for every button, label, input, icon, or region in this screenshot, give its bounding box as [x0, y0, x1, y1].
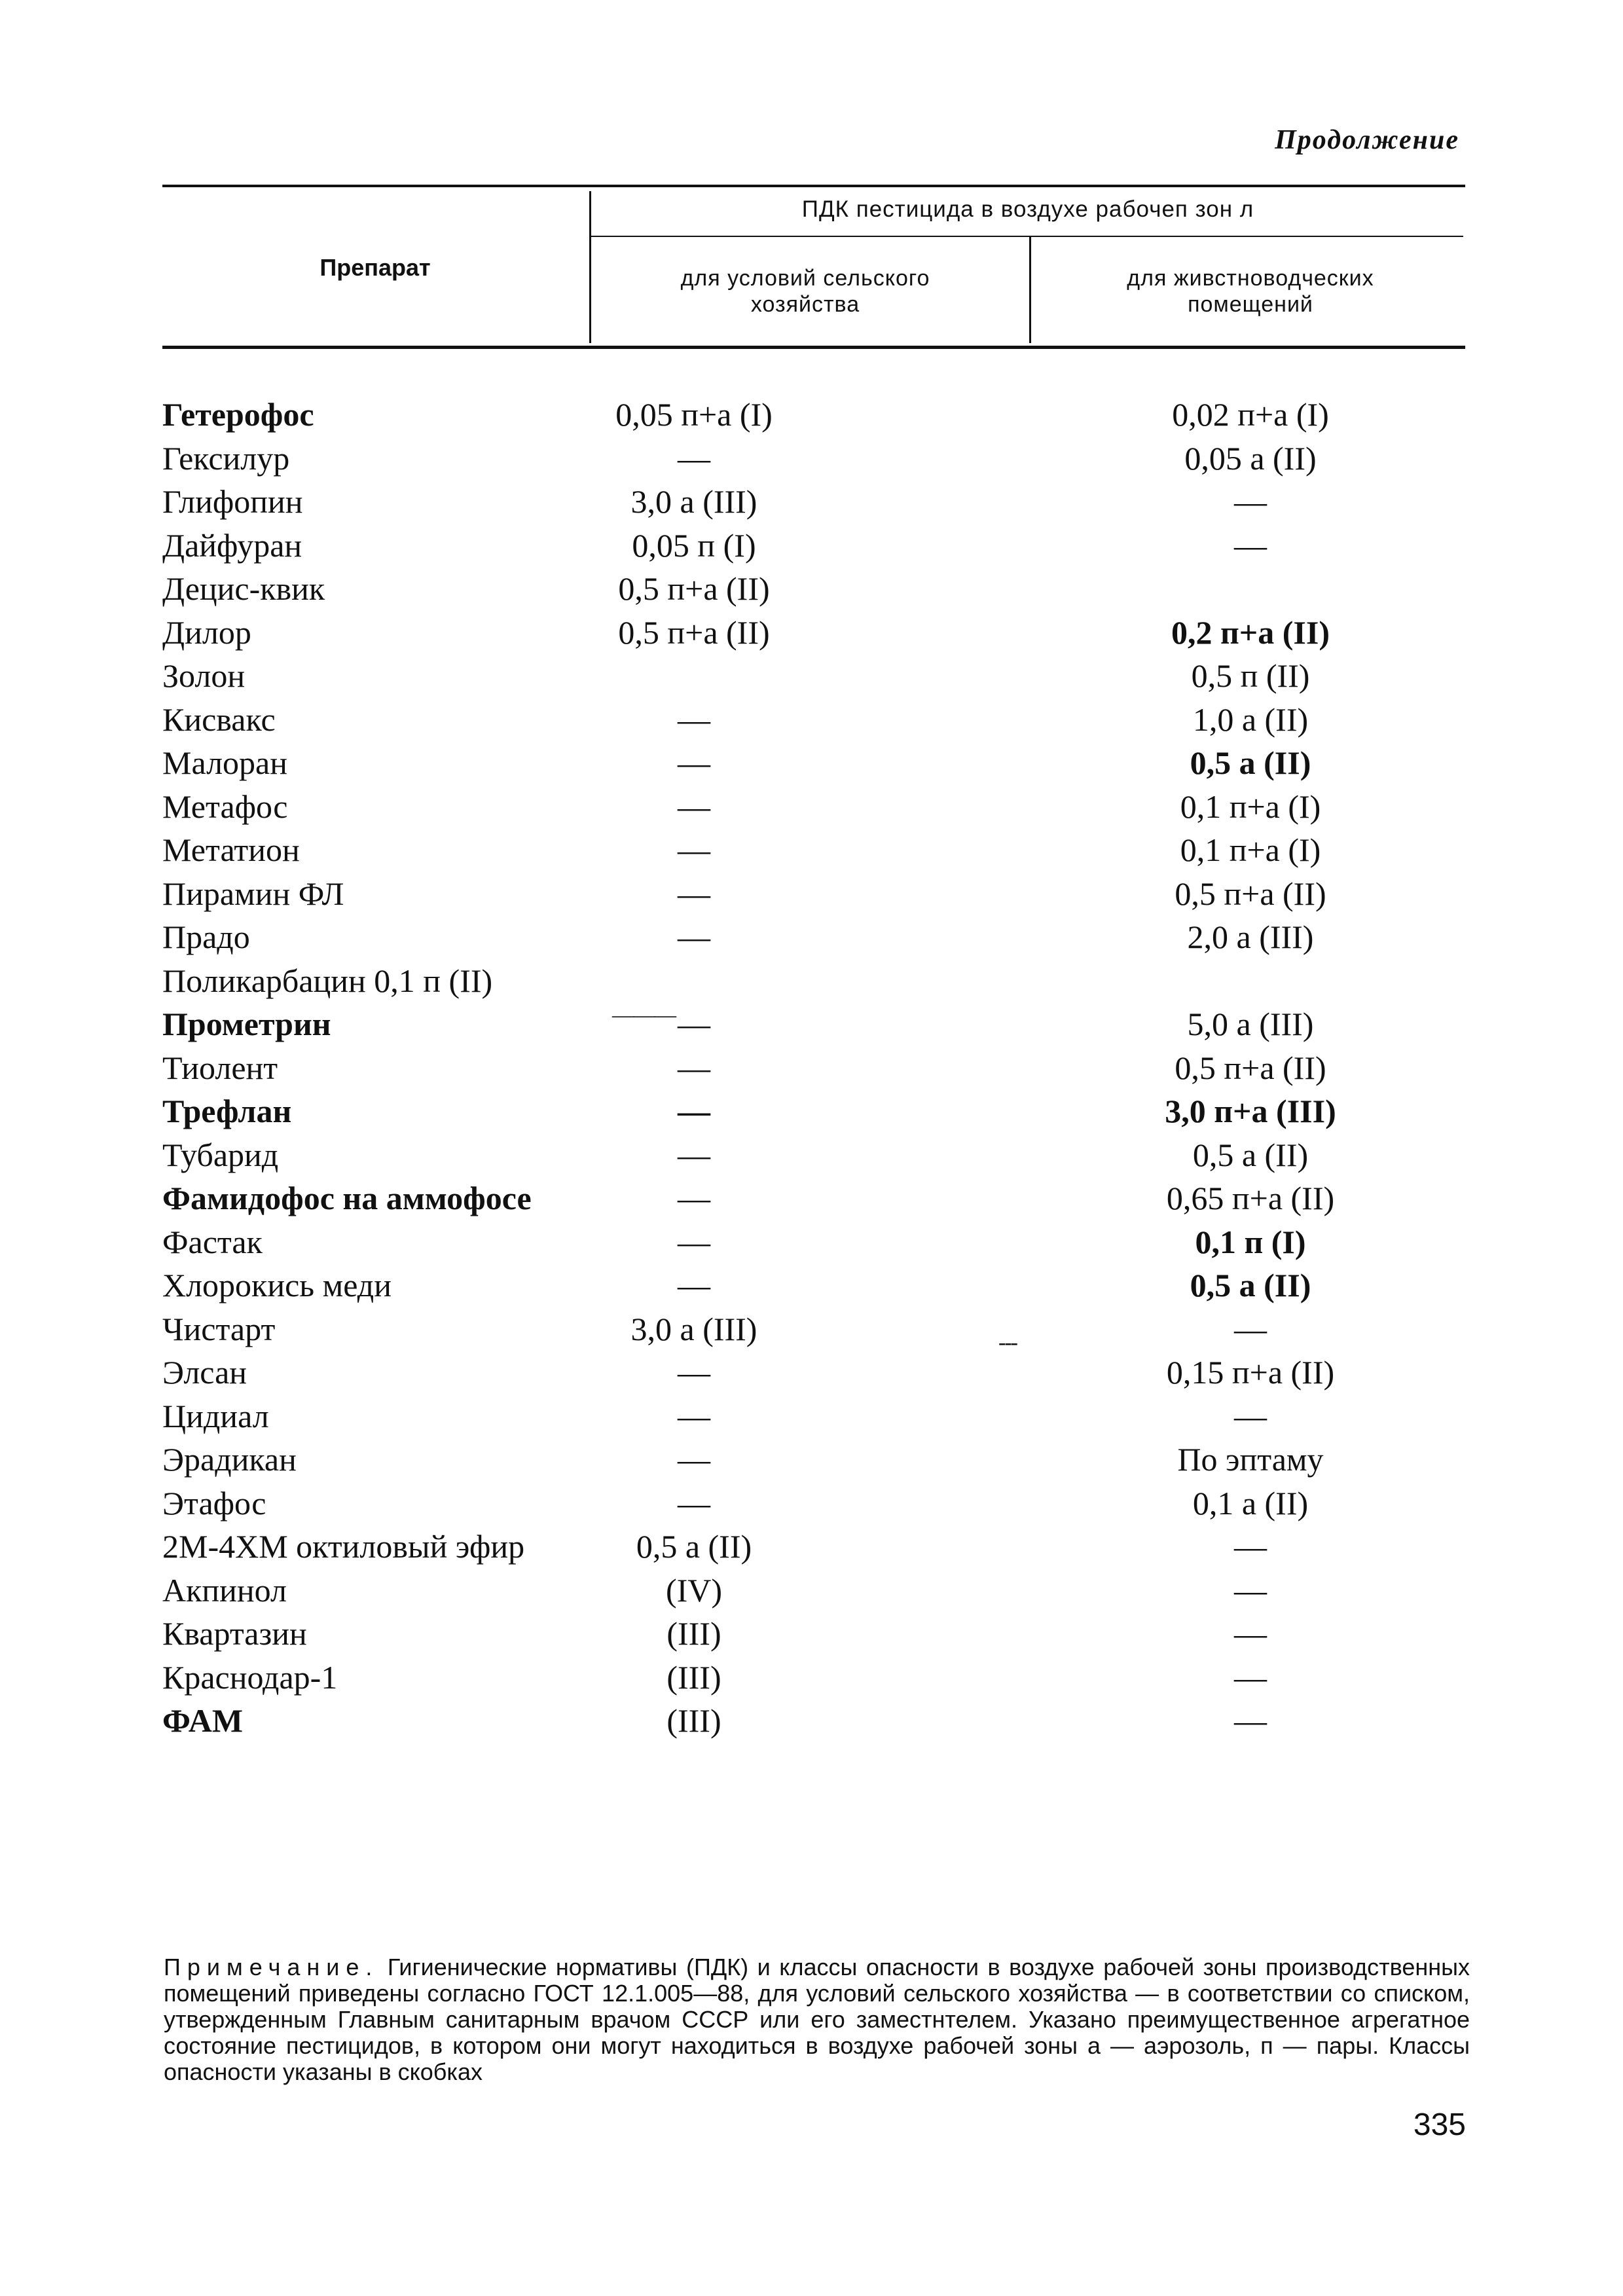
agri-value: (III)	[666, 1702, 721, 1739]
table-row	[0, 1089, 1623, 1133]
preparation-name: Тиолент	[162, 1049, 278, 1086]
table-row	[0, 1438, 1623, 1482]
column-header-agriculture: для условий сельского хозяйства	[680, 266, 930, 317]
agri-value: —	[678, 744, 710, 781]
livestock-value: 0,5 п+а (II)	[1175, 1049, 1326, 1086]
table-row	[0, 959, 1623, 1003]
livestock-value: 0,1 п+а (I)	[1180, 788, 1321, 825]
livestock-value: 0,05 а (II)	[1184, 439, 1317, 477]
table-row	[0, 480, 1623, 524]
livestock-value: По эптаму	[1177, 1441, 1324, 1478]
preparation-name: ФАМ	[162, 1702, 244, 1739]
livestock-value: —	[1234, 1528, 1267, 1565]
preparation-name: Тубарид	[162, 1136, 279, 1173]
livestock-value: 0,15 п+а (II)	[1166, 1354, 1335, 1391]
livestock-value: —	[1234, 1571, 1267, 1609]
preparation-name: Эрадикан	[162, 1441, 297, 1478]
table-row	[0, 1176, 1623, 1220]
page-number: 335	[1413, 2107, 1466, 2142]
preparation-name: Квартазин	[162, 1615, 307, 1652]
agri-value: 0,5 п+а (II)	[618, 613, 770, 651]
table-row	[0, 1264, 1623, 1307]
preparation-name: Фастак	[162, 1223, 263, 1260]
header-vertical-rule-2	[1029, 237, 1031, 343]
table-row	[0, 828, 1623, 872]
table-row	[0, 1351, 1623, 1394]
header-span-rule	[591, 236, 1463, 237]
preparation-name: Хлорокись меди	[162, 1267, 392, 1303]
livestock-value: 0,1 п+а (I)	[1180, 831, 1321, 868]
agri-value: (III)	[666, 1658, 721, 1696]
agri-value: —	[678, 875, 710, 912]
livestock-value: 1,0 а (II)	[1192, 701, 1309, 738]
header-vertical-rule	[589, 191, 591, 343]
livestock-value: 0,1 п (I)	[1195, 1223, 1306, 1260]
agri-value: —	[678, 1441, 710, 1478]
preparation-name: Дайфуран	[162, 526, 302, 564]
table-row	[0, 654, 1623, 698]
table-row	[0, 1656, 1623, 1700]
preparation-name: Пирамин ФЛ	[162, 875, 344, 912]
livestock-value: 0,5 а (II)	[1190, 1267, 1311, 1303]
agri-value: —	[678, 701, 710, 738]
preparation-name: Гетерофос	[162, 396, 314, 433]
livestock-value: 3,0 п+а (III)	[1165, 1093, 1336, 1129]
table-row	[0, 1394, 1623, 1438]
table-body	[0, 393, 1623, 1743]
livestock-value: —	[1234, 1702, 1267, 1739]
livestock-value: —	[1234, 526, 1267, 564]
preparation-name: Краснодар-1	[162, 1658, 338, 1696]
agri-value: 0,05 п+а (I)	[615, 396, 773, 433]
table-row	[0, 437, 1623, 481]
table-row	[0, 1002, 1623, 1046]
table-row	[0, 1307, 1623, 1351]
preparation-name: Глифопин	[162, 483, 303, 520]
header-bottom-rule	[162, 346, 1465, 349]
preparation-name: Элсан	[162, 1354, 247, 1391]
column-header-preparation: Препарат	[319, 254, 431, 281]
table-row	[0, 1525, 1623, 1569]
table-note	[164, 1954, 1470, 2085]
table-row	[0, 524, 1623, 568]
agri-value: —	[678, 439, 710, 477]
agri-value: 0,05 п (I)	[632, 526, 756, 564]
livestock-value: 2,0 а (III)	[1187, 919, 1314, 955]
table-row	[0, 567, 1623, 611]
livestock-value: 0,65 п+а (II)	[1166, 1180, 1335, 1216]
livestock-value: —	[1234, 483, 1267, 520]
livestock-value: 0,5 а (II)	[1192, 1136, 1309, 1173]
table-row	[0, 1612, 1623, 1656]
agri-value: —	[678, 1093, 710, 1129]
agri-value: (IV)	[665, 1571, 723, 1609]
table-row	[0, 915, 1623, 959]
table-row	[0, 1046, 1623, 1090]
preparation-name: Трефлан	[162, 1093, 292, 1129]
livestock-value: 0,02 п+а (I)	[1172, 396, 1329, 433]
table-row	[0, 785, 1623, 829]
agri-value: 0,5 п+а (II)	[618, 570, 770, 607]
preparation-name: Дилор	[162, 613, 251, 651]
agri-value: —	[678, 1267, 710, 1303]
livestock-value: 0,5 а (II)	[1190, 744, 1311, 781]
preparation-name: Цидиал	[162, 1397, 269, 1434]
table-row	[0, 698, 1623, 742]
table-row	[0, 1482, 1623, 1525]
preparation-name: Акпинол	[162, 1571, 287, 1609]
stray-dash-mark: ---	[998, 1330, 1017, 1355]
agri-value: —	[678, 1397, 710, 1434]
livestock-value: —	[1234, 1658, 1267, 1696]
preparation-name: Малоран	[162, 744, 287, 781]
agri-value: 0,5 а (II)	[636, 1528, 752, 1565]
agri-value: —	[678, 788, 710, 825]
preparation-name: Золон	[162, 657, 246, 694]
table-row	[0, 1569, 1623, 1613]
table-row	[0, 872, 1623, 916]
agri-value: —	[678, 1006, 710, 1042]
column-header-livestock: для живстноводческих помещений	[1127, 266, 1374, 317]
livestock-value: 0,5 п+а (II)	[1175, 875, 1326, 912]
preparation-name: 2М-4ХМ октиловый эфир	[162, 1528, 525, 1565]
livestock-value: 0,5 п (II)	[1191, 657, 1310, 694]
preparation-name: Децис-квик	[162, 570, 325, 607]
preparation-name: Прадо	[162, 919, 250, 955]
table-row	[0, 1133, 1623, 1177]
agri-value: —	[678, 1223, 710, 1260]
table-top-rule	[162, 185, 1465, 187]
preparation-name: Чистарт	[162, 1310, 276, 1347]
preparation-name: Поликарбацин 0,1 п (II)	[162, 962, 493, 999]
agri-value: —	[678, 1180, 710, 1216]
table-row	[0, 393, 1623, 437]
livestock-value: —	[1234, 1310, 1267, 1347]
table-row	[0, 1220, 1623, 1264]
preparation-name: Этафос	[162, 1484, 266, 1522]
livestock-value: —	[1234, 1397, 1267, 1434]
agri-value: —	[678, 831, 710, 868]
agri-value: —	[678, 1049, 710, 1086]
agri-value: —	[678, 1136, 710, 1173]
table-row	[0, 1699, 1623, 1743]
preparation-name: Метатион	[162, 831, 300, 868]
preparation-name: Кисвакс	[162, 701, 276, 738]
preparation-name: Прометрин	[162, 1006, 331, 1042]
agri-value: —	[678, 1354, 710, 1391]
agri-value: 3,0 а (III)	[630, 483, 757, 520]
table-row	[0, 611, 1623, 655]
agri-value: (III)	[666, 1615, 721, 1652]
preparation-name: Гексилур	[162, 439, 290, 477]
agri-value: —	[678, 919, 710, 955]
livestock-value: —	[1234, 1615, 1267, 1652]
agri-value: 3,0 а (III)	[630, 1310, 757, 1347]
preparation-name: Фамидофос на аммофосе	[162, 1180, 532, 1216]
note-text: Гигиенические нормативы (ПДК) и классы опасности в воздухе рабочей зоны производственных помещений приведены согласно ГОСТ 12.1.005—88, для условий сельского хозяйства — в соответствии со списком, утвержденным Главным санитарным врачом СССР или его заместнтелем. Указано преимущественное агрегатное состояние пестицидов, в котором они могут находиться в воздухе рабочей зоны а — аэрозоль, п — пары. Классы опасности указаны в скобках	[164, 1954, 1470, 2085]
stray-dash-mark: ———	[612, 1003, 675, 1027]
table-row	[0, 741, 1623, 785]
livestock-value: 5,0 а (III)	[1187, 1006, 1314, 1042]
livestock-value: 0,1 а (II)	[1192, 1484, 1309, 1522]
livestock-value: 0,2 п+а (II)	[1171, 613, 1330, 651]
agri-value: —	[678, 1484, 710, 1522]
preparation-name: Метафос	[162, 788, 288, 825]
continued-label: Продолжение	[1275, 125, 1459, 155]
note-label: Примечание.	[164, 1954, 379, 1980]
column-header-mac: ПДК пестицида в воздухе рабочеп зон л	[801, 196, 1254, 222]
